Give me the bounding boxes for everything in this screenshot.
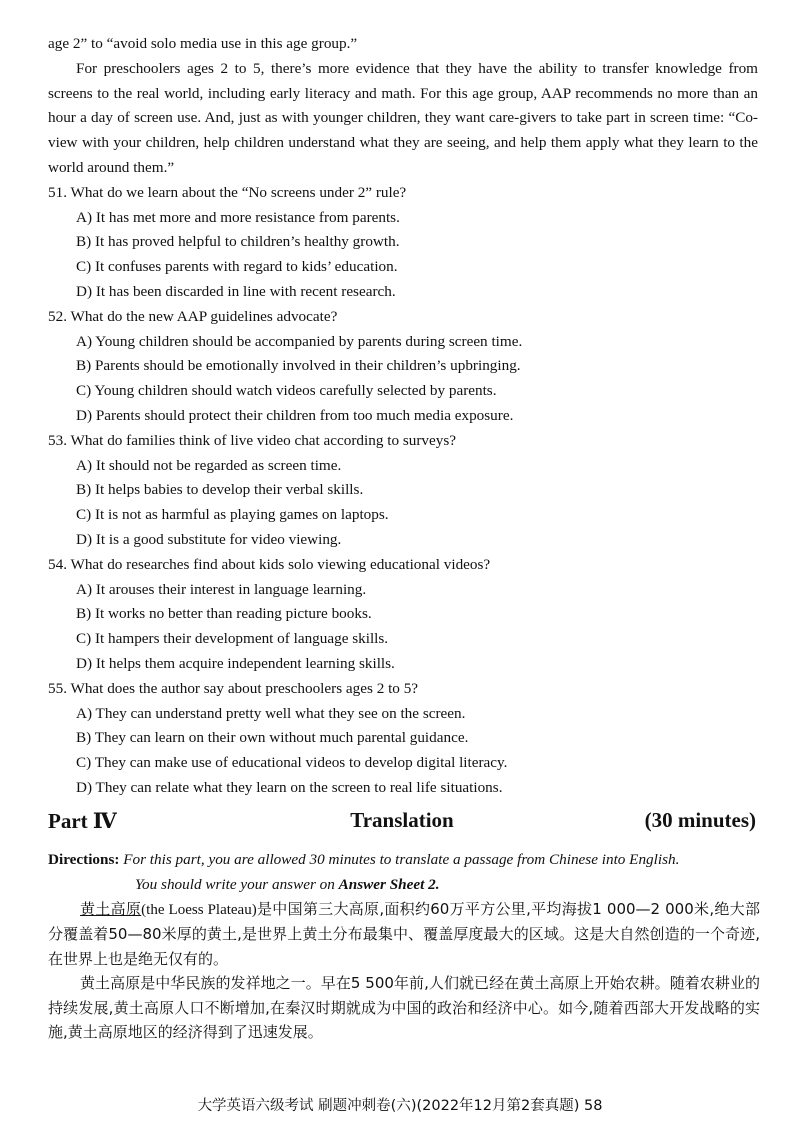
question-stem: 52. What do the new AAP guidelines advocate? — [48, 307, 338, 325]
question-stem: 54. What do researches find about kids solo viewing educational videos? — [48, 555, 491, 573]
option-b: B) They can learn on their own without much parental guidance. — [76, 729, 469, 747]
option-d: D) It is a good substitute for video viewing. — [76, 530, 342, 548]
part-number: Part Ⅳ — [48, 809, 117, 833]
option-c: C) Young children should watch videos carefully selected by parents. — [76, 382, 497, 400]
part-time: (30 minutes) — [644, 808, 756, 832]
part-title: Translation — [350, 808, 454, 832]
question-54 — [48, 553, 758, 677]
directions-label: Directions: — [48, 851, 120, 868]
reading-section — [48, 32, 758, 801]
passage-paragraph-2: For preschoolers ages 2 to 5, there’s more evidence that they have the ability to transfer knowledge from screens to the real world, including early literacy and math. For this age group, AAP recommends no more than an hour a day of screen use. And, just as with younger children, they want care-givers to take part in screen time: “Co-view with your children, help children understand what they are seeing, and help them apply what they learn to the world around them.” — [48, 59, 758, 176]
option-a: A) It should not be regarded as screen time. — [76, 456, 342, 474]
chinese-passage — [48, 897, 760, 1044]
question-55 — [48, 677, 758, 801]
answer-sheet-ref: Answer Sheet 2. — [338, 876, 440, 893]
question-stem: 53. What do families think of live video chat according to surveys? — [48, 431, 456, 449]
chinese-paragraph-1 — [48, 897, 760, 971]
passage-paragraph-1: age 2” to “avoid solo media use in this age group.” — [48, 35, 358, 52]
chinese-paragraph-2: 黄土高原是中华民族的发祥地之一。早在5 500年前,人们就已经在黄土高原上开始农耕。随着农耕业的持续发展,黄土高原人口不断增加,在秦汉时期就成为中国的政治和经济中心。如今,随着西部大开发战略的实施,黄土高原地区的经济得到了迅速发展。 — [48, 974, 760, 1042]
chinese-term-underlined: 黄土高原 — [80, 900, 142, 918]
option-b: B) It has proved helpful to children’s healthy growth. — [76, 233, 400, 251]
option-d: D) They can relate what they learn on the screen to real life situations. — [76, 778, 503, 796]
option-b: B) It works no better than reading picture books. — [76, 605, 372, 623]
option-c: C) It confuses parents with regard to kids’ education. — [76, 258, 398, 276]
directions-line-2 — [48, 872, 760, 897]
question-51 — [48, 181, 758, 305]
option-c: C) It is not as harmful as playing games on laptops. — [76, 506, 389, 524]
question-stem: 55. What does the author say about preschoolers ages 2 to 5? — [48, 679, 419, 697]
option-d: D) Parents should protect their children from too much media exposure. — [76, 406, 514, 424]
question-52 — [48, 305, 758, 429]
option-a: A) It has met more and more resistance from parents. — [76, 208, 400, 226]
option-b: B) Parents should be emotionally involved in their children’s upbringing. — [76, 357, 521, 375]
option-c: C) It hampers their development of language skills. — [76, 630, 389, 648]
term-english: (the Loess Plateau) — [141, 902, 257, 918]
question-stem: 51. What do we learn about the “No screens under 2” rule? — [48, 183, 407, 201]
part-header — [48, 808, 756, 838]
directions-line-2-text: You should write your answer on — [135, 876, 339, 893]
option-b: B) It helps babies to develop their verbal skills. — [76, 481, 364, 499]
option-a: A) They can understand pretty well what they see on the screen. — [76, 704, 466, 722]
directions — [48, 847, 760, 897]
question-53 — [48, 429, 758, 553]
option-a: A) It arouses their interest in language learning. — [76, 580, 367, 598]
option-d: D) It has been discarded in line with recent research. — [76, 282, 396, 300]
directions-line-1: For this part, you are allowed 30 minutes to translate a passage from Chinese into English. — [123, 851, 680, 868]
page-footer: 大学英语六级考试 刷题冲刺卷(六)(2022年12月第2套真题) 58 — [197, 1098, 603, 1114]
option-d: D) It helps them acquire independent learning skills. — [76, 654, 395, 672]
option-c: C) They can make use of educational videos to develop digital literacy. — [76, 754, 508, 772]
chinese-paragraph-1-text: 是中国第三大高原,面积约60万平方公里,平均海拔1 000—2 000米,绝大部分覆盖着50—80米厚的黄土,是世界上黄土分布最集中、覆盖厚度最大的区域。这是大自然创造的一个奇迹,在世界上也是绝无仅有的。 — [48, 900, 760, 968]
option-a: A) Young children should be accompanied by parents during screen time. — [76, 332, 523, 350]
